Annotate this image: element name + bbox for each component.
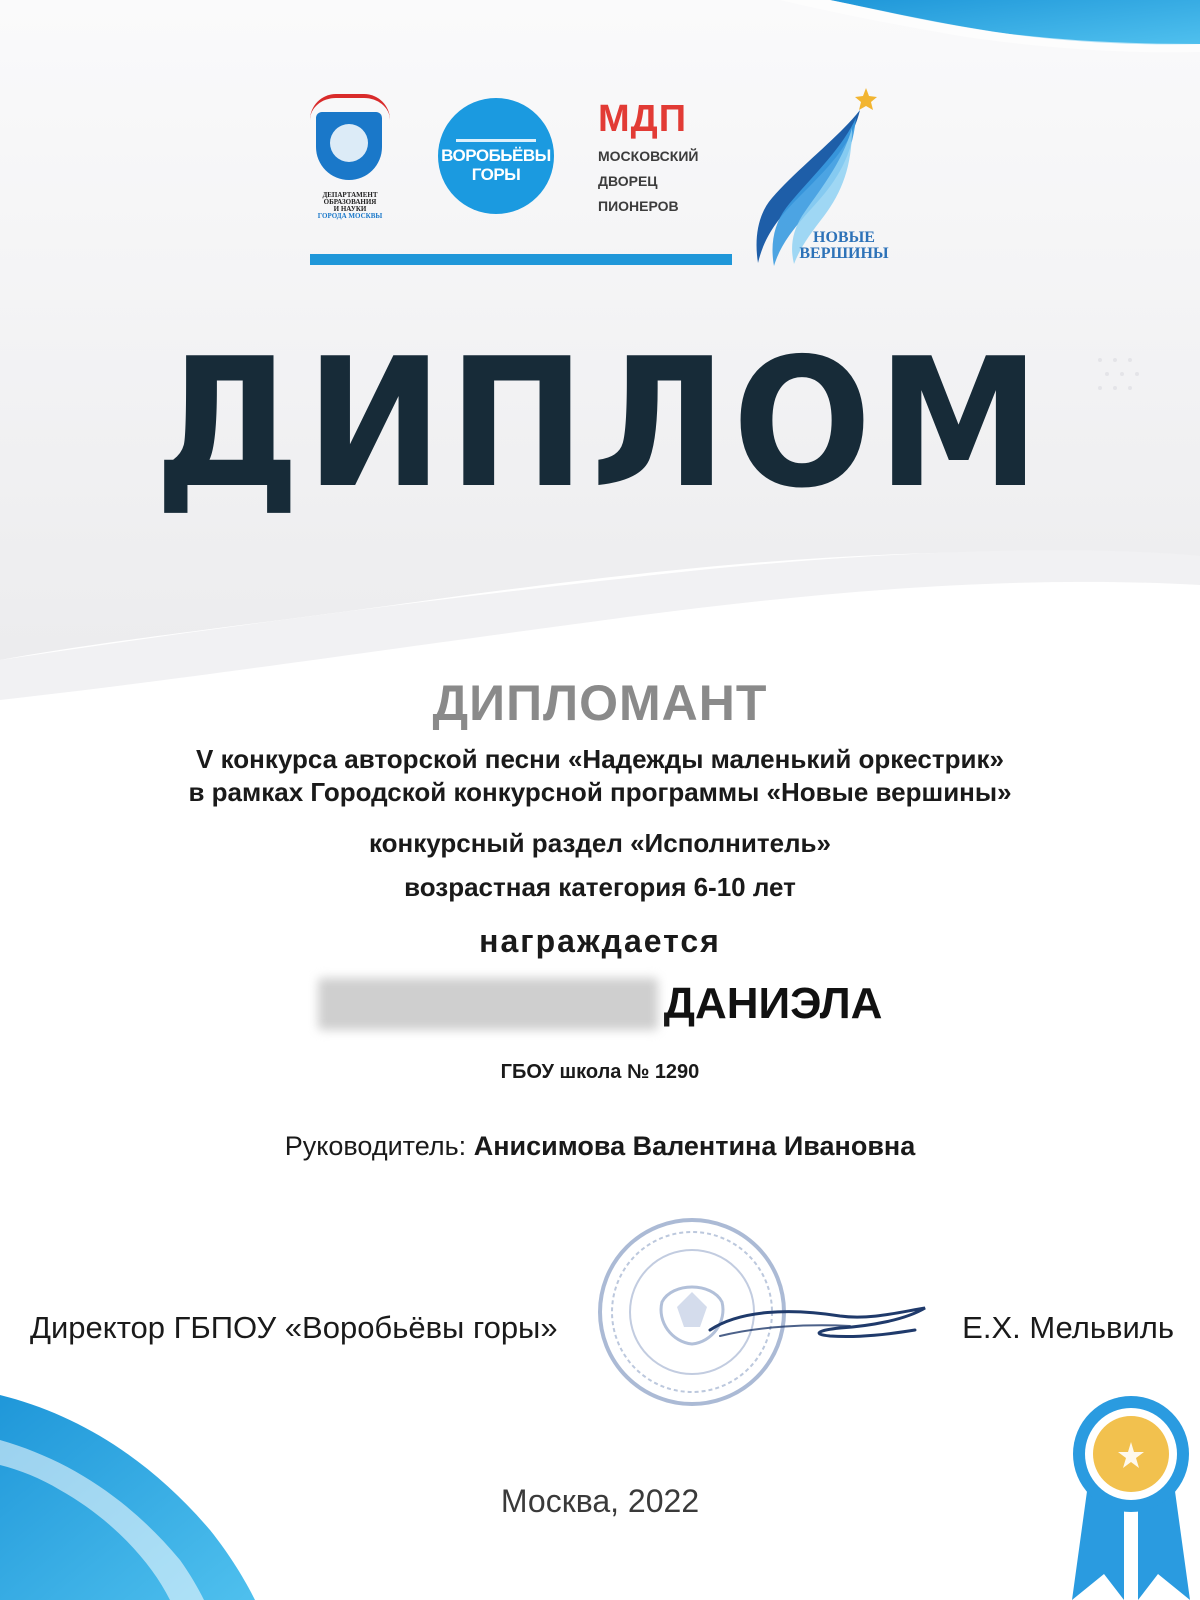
contest-line: V конкурса авторской песни «Надежды маленький оркестрик» xyxy=(196,744,1004,774)
logo-row xyxy=(310,78,910,278)
vorobyovy-gory-line1: ВОРОБЬЁВЫ xyxy=(441,145,551,165)
redacted-surname xyxy=(318,978,658,1030)
mdp-logo xyxy=(598,100,738,219)
director-signature xyxy=(700,1290,940,1360)
city-and-year: Москва, 2022 xyxy=(500,1483,700,1519)
novye-vershiny-label xyxy=(784,230,904,262)
awarded-line: награждается xyxy=(479,923,721,959)
award-status: ДИПЛОМАНТ xyxy=(432,675,768,731)
school-name: ГБОУ школа № 1290 xyxy=(500,1061,700,1083)
section-line: конкурсный раздел «Исполнитель» xyxy=(368,828,832,858)
vorobyovy-gory-line2: ГОРЫ xyxy=(471,164,521,184)
mdp-line1: МОСКОВСКИЙ xyxy=(598,148,699,164)
novye-vershiny-logo xyxy=(748,78,898,278)
logo-underline-bar xyxy=(310,254,732,265)
department-caption-line: ОБРАЗОВАНИЯ xyxy=(323,198,377,206)
director-title: Директор ГБПОУ «Воробьёвы горы» xyxy=(30,1310,558,1345)
leader-line xyxy=(0,1130,1200,1162)
mdp-words xyxy=(598,144,738,219)
award-rosette-icon xyxy=(1062,1394,1200,1600)
novye-vershiny-line2: ВЕРШИНЫ xyxy=(799,245,889,262)
mdp-mark: МДП xyxy=(598,98,688,140)
leader-label: Руководитель: xyxy=(284,1131,467,1161)
leader-name: Анисимова Валентина Ивановна xyxy=(473,1131,916,1161)
recipient-name-row xyxy=(0,978,1200,1030)
vorobyovy-gory-logo xyxy=(438,98,554,214)
department-caption-line: ДЕПАРТАМЕНТ xyxy=(322,191,378,199)
department-caption-city: ГОРОДА МОСКВЫ xyxy=(317,212,383,220)
mdp-line3: ПИОНЕРОВ xyxy=(598,198,679,214)
department-emblem-icon xyxy=(316,112,382,180)
skyline-icon xyxy=(456,129,536,142)
department-logo xyxy=(310,94,390,224)
age-category-line: возрастная категория 6-10 лет xyxy=(404,872,796,902)
mdp-line2: ДВОРЕЦ xyxy=(598,173,658,189)
department-caption xyxy=(304,192,396,220)
director-name: Е.Х. Мельвиль xyxy=(962,1310,1174,1345)
recipient-name: ДАНИЭЛА xyxy=(663,979,883,1028)
department-caption-line: И НАУКИ xyxy=(333,205,367,213)
program-line: в рамках Городской конкурсной программы «Новые вершины» xyxy=(188,777,1012,807)
novye-vershiny-line1: НОВЫЕ xyxy=(813,229,875,246)
diploma-title: ДИПЛОМ xyxy=(154,320,1046,527)
